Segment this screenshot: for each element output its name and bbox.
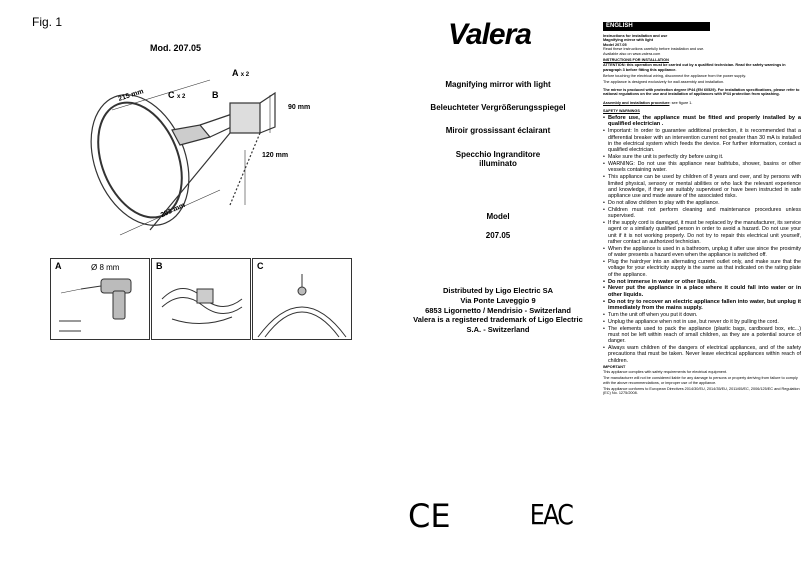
language-header: ENGLISH	[603, 22, 710, 31]
warning-item: • Important: In order to guarantee additional protection, it is recommended that a differential breaker with an intervention current not greater than 30 mA is installed in the electrical system which feeds the device. For further information, contact a qualified electrician.	[603, 128, 801, 153]
warning-item: • Children must not perform cleaning and maintenance procedures unless supervised.	[603, 207, 801, 220]
warning-item: • Plug the hairdryer into an alternating current outlet only, and make sure that the voltage for your electricity supply is the same as that indicated on the rating plate of the appliance.	[603, 259, 801, 278]
instructions-panel	[598, 0, 802, 567]
drill-size-label: Ø 8 mm	[91, 263, 120, 272]
warnings-list	[603, 115, 801, 364]
warning-item: • Before use, the appliance must be fitted and properly installed by a qualified electrician .	[603, 115, 801, 128]
callout-a: A x 2	[232, 68, 250, 78]
warning-item: • Never put the appliance in a place where it could fall into water or in other liquids.	[603, 285, 801, 298]
model-heading: Model	[486, 212, 510, 221]
mounting-illustration	[253, 259, 351, 339]
distributor-line: Valera is a registered trademark of Ligo Electric	[413, 315, 583, 325]
warning-item: • Always warn children of the dangers of electrical appliances, and of the safety precautions that must be taken. Never leave electrical appliances within reach of children.	[603, 345, 801, 364]
distributor-line: Via Ponte Laveggio 9	[460, 295, 536, 305]
assembly-line: Assembly and installation procedure: see figure 1.	[603, 100, 693, 105]
eac-mark: EAC	[529, 498, 573, 531]
box-letter-c: C	[257, 261, 264, 271]
detail-box-b	[151, 258, 251, 340]
cover-panel	[398, 0, 598, 567]
warning-item: • If the supply cord is damaged, it must be replaced by the manufacturer, its service agent or a similarly qualified person in order to avoid a hazard. Do not use your unit if it is not working properly. Do not try to repair this electrical unit yourself, rather contact an authorized technician.	[603, 220, 801, 245]
title-it: Specchio Ingranditore illuminato	[455, 149, 541, 168]
warning-item: • When the appliance is used in a bathroom, unplug it after use since the proximity of water presents a hazard even when the appliance is switched off.	[603, 246, 801, 259]
detail-box-c	[252, 258, 352, 340]
warning-item: • Do not immerse in water or other liquids.	[603, 279, 801, 285]
install-title: INSTRUCTIONS FOR INSTALLATION	[603, 57, 669, 62]
detail-boxes	[50, 258, 350, 338]
title-fr: Miroir grossissant éclairant	[445, 126, 551, 136]
install-note: Before touching the electrical wiring, disconnect the appliance from the power supply.	[603, 73, 747, 78]
ce-mark: CE	[408, 497, 451, 535]
model-label: Mod. 207.05	[150, 43, 202, 53]
distributor-line: 6853 Ligornetto / Mendrisio - Switzerland	[425, 305, 571, 315]
figure-label: Fig. 1	[32, 15, 63, 29]
install-attention: ATTENTION: this operation must be carried out by a qualified technician. Read the safety warnings in paragraph 3 before fitting this appliance.	[603, 63, 786, 72]
warning-item: • Do not allow children to play with the appliance.	[603, 200, 801, 206]
install-note: The appliance is designed exclusively for wall assembly and installation.	[603, 79, 725, 84]
important-line: This appliance conforms to European Directives 2014/30/EU, 2014/35/EU, 2011/65/EC, 2006/125/EC and Regulation (EC) No. 1275/2008.	[603, 386, 800, 396]
warning-item: • Make sure the unit is perfectly dry before using it.	[603, 154, 801, 160]
dimension-diagonal: 293 mm	[159, 201, 187, 220]
dimension-width: 215 mm	[117, 88, 145, 103]
box-letter-b: B	[156, 261, 163, 271]
detail-box-a	[50, 258, 150, 340]
figure-panel	[0, 0, 398, 567]
important-line: This appliance complies with safety requirements for electrical equipment.	[603, 370, 728, 375]
distributor-block	[398, 286, 598, 335]
protection-text: The mirror is produced with protection degree IP44 (EN 60529). For installation specifications, please refer to national regulations on the use and installation of appliances with IP44 protection from splashing.	[603, 88, 800, 97]
distributor-line: Distributed by Ligo Electric SA	[442, 286, 554, 295]
model-number: 207.05	[485, 231, 511, 240]
important-title: IMPORTANT	[603, 364, 626, 369]
wiring-illustration	[152, 259, 250, 339]
callout-c: C x 2	[168, 90, 186, 100]
product-titles	[398, 80, 598, 182]
brand-logo: Valera	[448, 18, 531, 51]
dimension-height: 120 mm	[262, 152, 289, 159]
title-en: Magnifying mirror with light	[445, 80, 551, 89]
warning-item: • Unplug the appliance when not in use, but never do it by pulling the cord.	[603, 319, 801, 325]
distributor-line: S.A. - Switzerland	[466, 325, 530, 334]
box-letter-a: A	[55, 261, 62, 271]
warning-item: • The elements used to pack the appliance (plastic bags, cardboard box, etc...) must not be left within reach of small children, as they are a potential source of danger.	[603, 326, 801, 345]
callout-b: B	[212, 90, 219, 100]
dimension-depth: 90 mm	[288, 104, 311, 111]
warning-item: • This appliance can be used by children of 8 years and over, and by persons with limited physical, sensory or mental abilities or who lack the relevant experience and knowledge, if they are suitably supervised or have been instructed in safe appliance use and made aware of the associated risks.	[603, 174, 801, 199]
warning-item: • Do not try to recover an electric appliance fallen into water, but unplug it immediately from the mains supply.	[603, 299, 801, 312]
title-de: Beleuchteter Vergrößerungsspiegel	[430, 103, 566, 113]
warnings-title: SAFETY WARNINGS	[603, 109, 640, 114]
warning-item: • Turn the unit off when you put it down.	[603, 312, 801, 318]
important-line: The manufacturer will not be considered liable for any damage to persons or property deriving from failure to comply with the above recommendations, or improper use of the appliance.	[603, 376, 798, 385]
warning-item: • WARNING: Do not use this appliance near bathtubs, shower, basins or other vessels containing water.	[603, 161, 801, 174]
intro-block: Instructions for installation and use Magnifying mirror with light Model 207.05 Read these instructions carefully before installation and use. Available also on www.valera.com	[603, 34, 705, 56]
instructions-text	[603, 34, 801, 397]
